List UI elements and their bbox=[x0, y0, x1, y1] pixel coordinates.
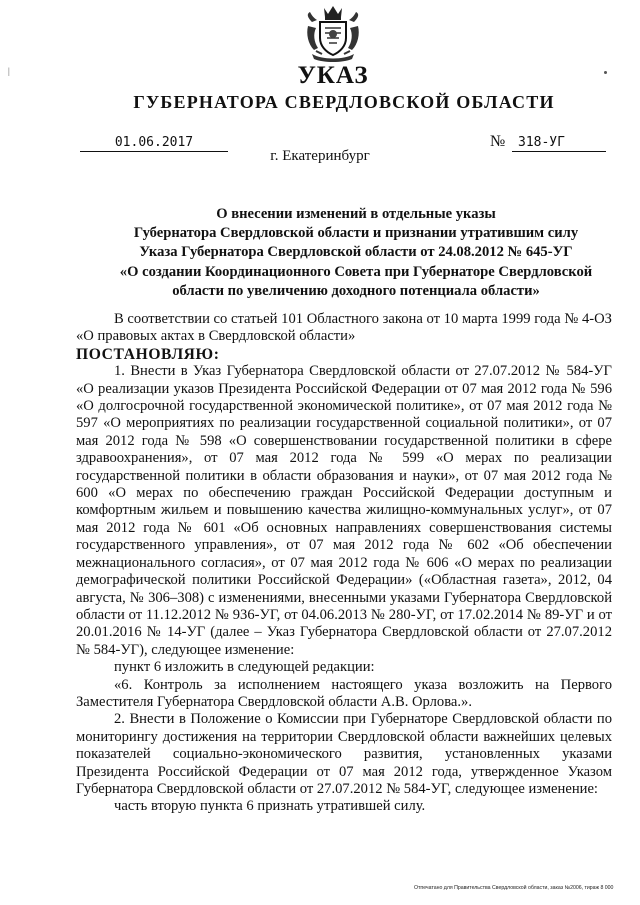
margin-mark: | bbox=[8, 66, 10, 76]
number-sign: № bbox=[490, 133, 506, 150]
document-issuer: ГУБЕРНАТОРА СВЕРДЛОВСКОЙ ОБЛАСТИ bbox=[133, 92, 555, 112]
title-line: «О создании Координационного Совета при Губернаторе Свердловской bbox=[119, 263, 593, 280]
title-line: Губернатора Свердловской области и признании утратившим силу bbox=[133, 225, 579, 242]
paragraph-1-quote: «6. Контроль за исполнением настоящего указа возложить на Первого Заместителя Губернатора Свердловской области А.В. Орлова.». bbox=[76, 676, 612, 710]
coat-of-arms-icon bbox=[302, 4, 364, 64]
print-note: Отпечатано для Правительства Свердловской области, заказ №2006, тираж 8 000 bbox=[414, 885, 614, 891]
paragraph-1: 1. Внести в Указ Губернатора Свердловской области от 27.07.2012 № 584-УГ «О реализации указов Президента Российской Федерации от 07 мая 2012 года № 596 «О долгосрочной государственной экономической политике», от 07 мая 2012 года № 597 «О мероприятиях по реализации государственной социальной политики», от 07 мая 2012 года № 598 «О совершенствовании государственной политики в сфере здравоохранения», от 07 мая 2012 года № 599 «О мерах по реализации государственной политики в области образования и науки», от 07 мая 2012 года № 600 «О мерах по обеспечению граждан Российской Федерации доступным и комфортным жильем и повышению качества жилищно-коммунальных услуг», от 07 мая 2012 года № 601 «Об основных направлениях совершенствования системы государственного управления», от 07 мая 2012 года № 602 «Об обеспечении межнационального согласия», от 07 мая 2012 года № 606 «О мерах по реализации демографической политики Российской Федерации» («Областная газета», 2012, 04 августа, № 306–308) с изменениями, внесенными указами Губернатора Свердловской области от 11.12.2012 № 936-УГ, от 04.06.2013 № 280-УГ, от 17.02.2014 № 89-УГ и от 20.01.2016 № 14-УГ (далее – Указ Губернатора Свердловской области от 27.07.2012 № 584-УГ), следующее изменение: bbox=[76, 363, 612, 658]
document-body bbox=[76, 311, 612, 816]
document-date: 01.06.2017 bbox=[80, 135, 228, 152]
document-city: г. Екатеринбург bbox=[270, 148, 370, 164]
preamble-paragraph: В соответствии со статьей 101 Областного закона от 10 марта 1999 года № 4-ОЗ «О правовых актах в Свердловской области» bbox=[76, 311, 612, 345]
title-line: О внесении изменений в отдельные указы bbox=[216, 206, 496, 222]
document-number: 318-УГ bbox=[512, 135, 606, 152]
paragraph-2: 2. Внести в Положение о Комиссии при Губернаторе Свердловской области по мониторингу достижения на территории Свердловской области важнейших целевых показателей социально-экономического развития, установленных указами Президента Российской Федерации от 07 мая 2012 года, утвержденное Указом Губернатора Свердловской области от 27.07.2012 № 584-УГ, следующее изменение: bbox=[76, 711, 612, 797]
document-type: УКАЗ bbox=[297, 62, 369, 89]
paragraph-2-item: часть вторую пункта 6 признать утратившей силу. bbox=[114, 798, 426, 815]
document-title bbox=[86, 205, 626, 301]
title-line: области по увеличению доходного потенциала области» bbox=[172, 282, 540, 299]
title-line: Указа Губернатора Свердловской области от 24.08.2012 № 645-УГ bbox=[139, 244, 573, 261]
paragraph-1-item: пункт 6 изложить в следующей редакции: bbox=[114, 659, 375, 676]
decree-word: ПОСТАНОВЛЯЮ: bbox=[76, 345, 220, 363]
